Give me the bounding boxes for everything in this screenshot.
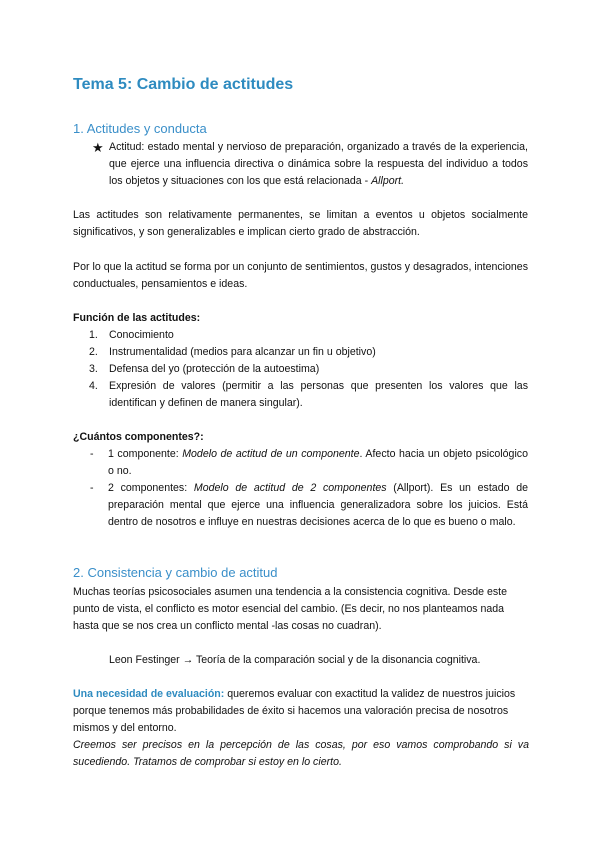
list-text: Conocimiento	[109, 329, 174, 341]
list-item	[90, 446, 528, 480]
list-item	[89, 378, 528, 412]
component-model: Modelo de actitud de 2 componentes	[193, 482, 387, 494]
evaluation-text: queremos evaluar con exactitud la validez de nuestros juicios porque tenemos más probabilidades de éxito si hacemos una valoración precisa de nosotros mismos y del entorno.	[73, 688, 516, 734]
functions-heading: Función de las actitudes:	[73, 312, 201, 324]
definition-author: Allport.	[371, 175, 405, 187]
evaluation-label: Una necesidad de evaluación:	[73, 688, 225, 700]
list-item	[90, 480, 528, 531]
page-title: Tema 5: Cambio de actitudes	[73, 76, 294, 93]
list-text: Instrumentalidad (medios para alcanzar un fin u objetivo)	[109, 346, 376, 358]
component-model: Modelo de actitud de un componente	[182, 448, 360, 460]
list-number: 4.	[89, 380, 98, 392]
component-rest: . Afecto hacia un objeto psicológico o no.	[108, 448, 528, 477]
list-text: Expresión de valores (permitir a las personas que presenten los valores que las identifican y definen de manera singular).	[109, 380, 528, 409]
list-text: Defensa del yo (protección de la autoestima)	[109, 363, 320, 375]
italic-paragraph: Creemos ser precisos en la percepción de las cosas, por eso vamos comprobando si va sucediendo. Tratamos de comprobar si estoy en lo cierto.	[73, 739, 529, 768]
list-item	[89, 361, 528, 378]
festinger-line: Leon Festinger → Teoría de la comparación social y de la disonancia cognitiva.	[109, 654, 481, 666]
definition-text	[92, 139, 528, 190]
star-icon: ★	[92, 140, 104, 155]
list-number: 2.	[89, 346, 98, 358]
list-item	[89, 344, 528, 361]
functions-list	[89, 327, 528, 412]
list-number: 3.	[89, 363, 98, 375]
definition-bullet	[92, 139, 528, 190]
section1-heading: 1. Actitudes y conducta	[73, 121, 207, 136]
components-list	[90, 446, 528, 531]
section1-paragraph-2: Por lo que la actitud se forma por un conjunto de sentimientos, gustos y desagrados, intenciones conductuales, pensamientos e ideas.	[73, 261, 528, 290]
dash-marker: -	[90, 482, 94, 494]
component-lead: 1 componente:	[108, 448, 183, 460]
component-lead: 2 componentes:	[108, 482, 194, 494]
evaluation-paragraph	[73, 686, 531, 737]
components-heading: ¿Cuántos componentes?:	[73, 431, 204, 443]
section1-paragraph-1: Las actitudes son relativamente permanentes, se limitan a eventos u objetos socialmente significativos, y son generalizables e implican cierto grado de abstracción.	[73, 209, 528, 238]
list-item	[89, 327, 528, 344]
dash-marker: -	[90, 448, 94, 460]
definition-body: Actitud: estado mental y nervioso de preparación, organizado a través de la experiencia, que ejerce una influencia directiva o dinámica sobre la respuesta del individuo a todos los objetos y situaciones con los que está relacionada -	[109, 141, 528, 187]
component-rest: (Allport). Es un estado de preparación mental que ejerce una influencia generalizadora sobre los juicios. Está dentro de nosotros e influye en nuestras decisiones acerca de lo que es bueno o malo.	[108, 482, 528, 528]
list-number: 1.	[89, 329, 98, 341]
section2-heading: 2. Consistencia y cambio de actitud	[73, 565, 278, 580]
section2-paragraph-1: Muchas teorías psicosociales asumen una tendencia a la consistencia cognitiva. Desde este punto de vista, el conflicto es motor esencial del cambio. (Es decir, no nos planteamos nada hasta que se nos crea un conflicto mental -las cosas no cuadran).	[73, 586, 508, 632]
